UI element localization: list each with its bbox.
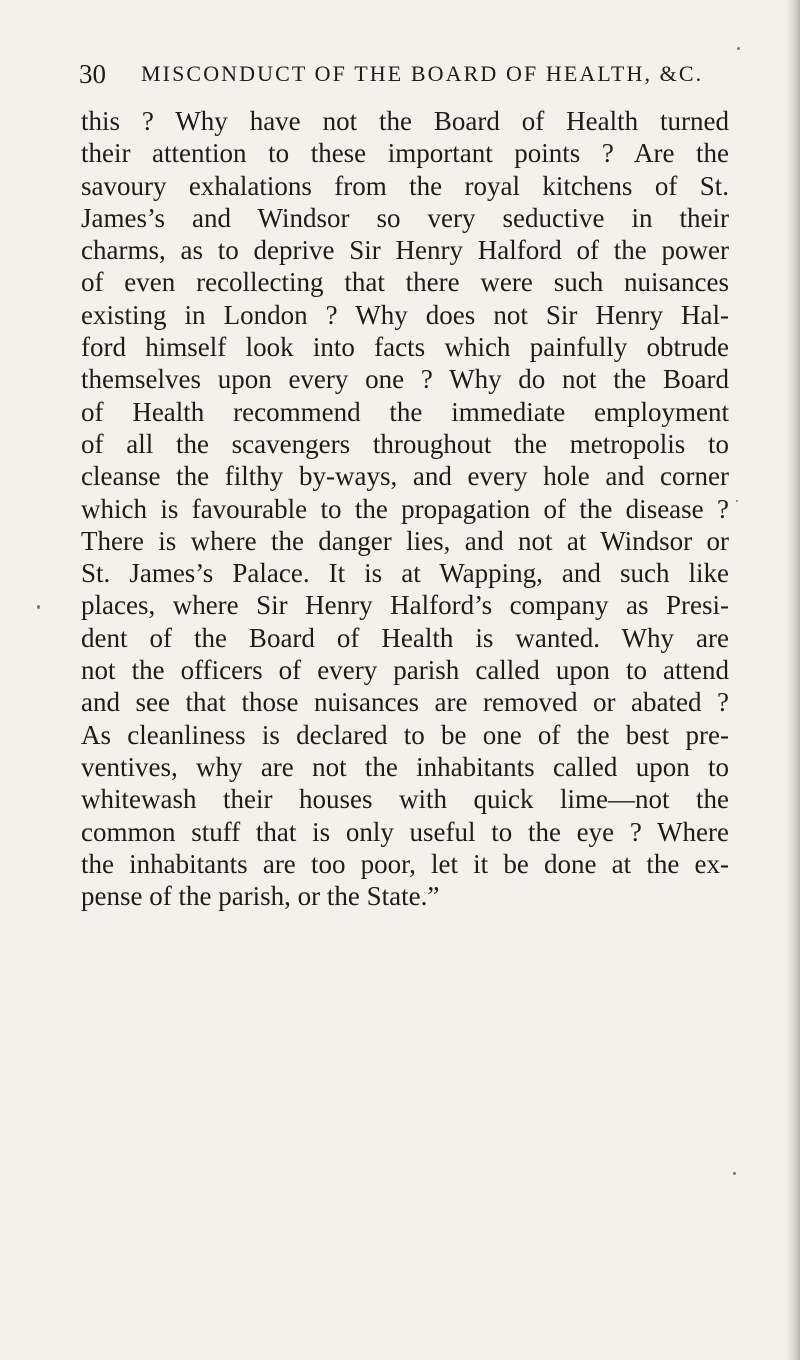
text-line: St. James’s Palace. It is at Wapping, and such like	[81, 558, 729, 589]
text-line: existing in London ? Why does not Sir Henry Hal-	[81, 299, 729, 330]
text-line: cleanse the filthy by-ways, and every hole and corner	[81, 461, 729, 492]
text-line: their attention to these important points ? Are the	[81, 138, 729, 169]
running-head	[79, 56, 704, 92]
text-line: the inhabitants are too poor, let it be done at the ex-	[81, 848, 729, 879]
text-line: ventives, why are not the inhabitants called upon to	[81, 751, 729, 782]
page-number: 30	[79, 59, 106, 89]
text-line: savoury exhalations from the royal kitchens of St.	[81, 170, 729, 201]
text-line: dent of the Board of Health is wanted. Why are	[81, 622, 729, 653]
text-line: of Health recommend the immediate employment	[81, 396, 729, 427]
text-line: James’s and Windsor so very seductive in their	[81, 202, 729, 233]
text-line: of even recollecting that there were such nuisances	[81, 267, 729, 298]
text-line: ford himself look into facts which painfully obtrude	[81, 332, 729, 363]
text-line: common stuff that is only useful to the eye ? Where	[81, 816, 729, 847]
text-line: places, where Sir Henry Halford’s company as Presi-	[81, 590, 729, 621]
text-line: which is favourable to the propagation of the disease ?	[81, 493, 729, 524]
paper-speck	[736, 500, 738, 502]
text-line: this ? Why have not the Board of Health turned	[81, 106, 729, 136]
paper-speck	[733, 1172, 736, 1175]
body-text	[81, 105, 729, 912]
running-title: MISCONDUCT OF THE BOARD OF HEALTH, &C.	[141, 61, 704, 86]
text-line-last: pense of the parish, or the State.”	[81, 881, 440, 912]
text-line: of all the scavengers throughout the metropolis to	[81, 428, 729, 459]
text-line: whitewash their houses with quick lime—not the	[81, 784, 729, 815]
text-line: As cleanliness is declared to be one of the best pre-	[81, 719, 729, 750]
page-edge-shadow	[786, 0, 800, 1360]
text-line: themselves upon every one ? Why do not the Board	[81, 364, 729, 395]
text-line: and see that those nuisances are removed or abated ?	[81, 687, 729, 718]
text-line: There is where the danger lies, and not at Windsor or	[81, 525, 729, 556]
paper-speck	[37, 605, 40, 609]
text-line: charms, as to deprive Sir Henry Halford of the power	[81, 235, 729, 266]
paper-speck	[737, 47, 740, 50]
text-line: not the officers of every parish called upon to attend	[81, 655, 729, 686]
